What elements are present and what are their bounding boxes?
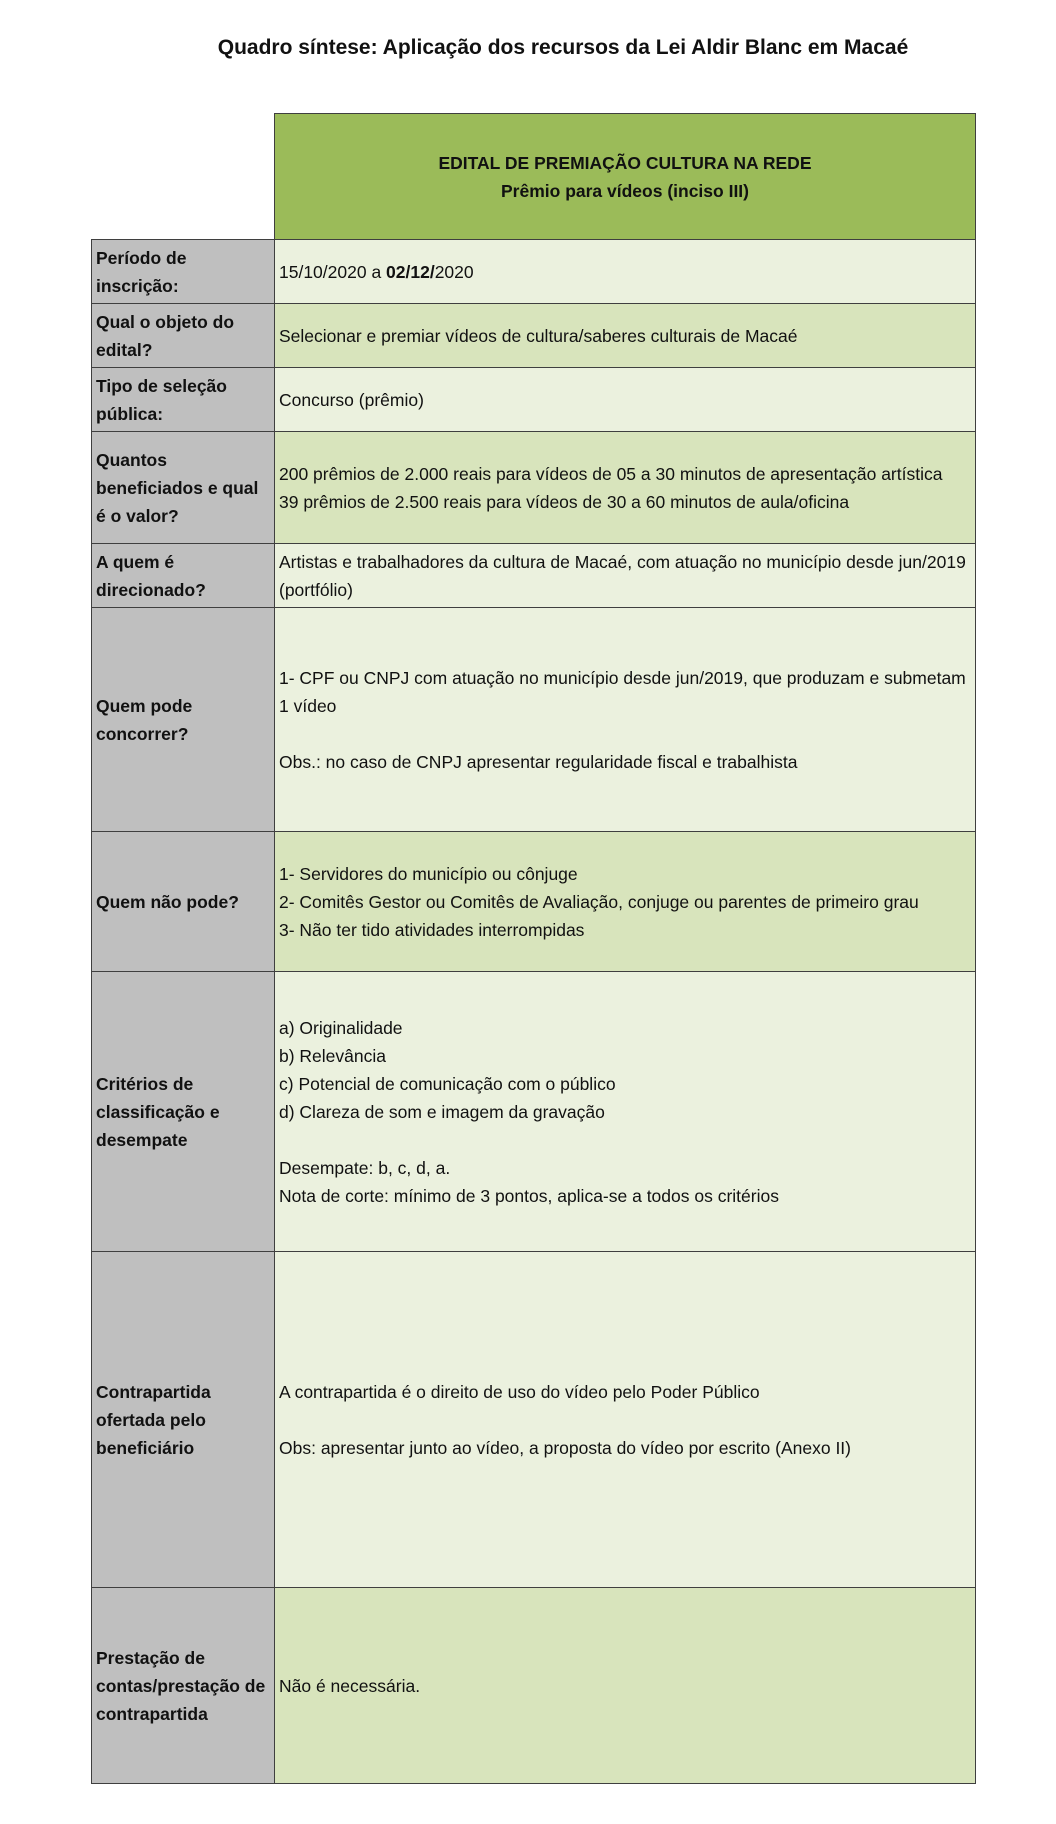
table-row — [92, 972, 976, 1252]
table-row — [92, 608, 976, 832]
row-label: Quantos beneficiados e qual é o valor? — [92, 432, 275, 544]
value-line: A contrapartida é o direito de uso do vídeo pelo Poder Público — [279, 1381, 760, 1402]
row-value — [275, 832, 976, 972]
value-line: 3- Não ter tido atividades interrompidas — [279, 919, 585, 940]
value-gap — [279, 720, 971, 748]
value-line: b) Relevância — [279, 1045, 386, 1066]
value-line: Nota de corte: mínimo de 3 pontos, aplica-se a todos os critérios — [279, 1185, 779, 1206]
value-line: Obs.: no caso de CNPJ apresentar regularidade fiscal e trabalhista — [279, 751, 798, 772]
row-label: Quem pode concorrer? — [92, 608, 275, 832]
period-end-year: 2020 — [434, 261, 474, 282]
table-row — [92, 432, 976, 544]
table-row — [92, 240, 976, 304]
row-label: Quem não pode? — [92, 832, 275, 972]
value-gap — [279, 1126, 971, 1154]
row-value — [275, 304, 976, 368]
blank-corner-cell — [92, 114, 275, 240]
value-line: 1- Servidores do município ou cônjuge — [279, 863, 578, 884]
period-start: 15/10/2020 a — [279, 261, 387, 282]
row-value — [275, 608, 976, 832]
value-line: d) Clareza de som e imagem da gravação — [279, 1101, 605, 1122]
table-row — [92, 832, 976, 972]
summary-table — [91, 113, 976, 1784]
row-value — [275, 972, 976, 1252]
value-line: c) Potencial de comunicação com o público — [279, 1073, 616, 1094]
row-label: Prestação de contas/prestação de contrapartida — [92, 1588, 275, 1784]
value-gap — [279, 1406, 971, 1434]
edital-title: EDITAL DE PREMIAÇÃO CULTURA NA REDE — [438, 152, 812, 173]
table-row — [92, 304, 976, 368]
value-line: a) Originalidade — [279, 1017, 403, 1038]
document-title: Quadro síntese: Aplicação dos recursos da Lei Aldir Blanc em Macaé — [217, 36, 909, 59]
table-row — [92, 1588, 976, 1784]
row-value — [275, 544, 976, 608]
row-value — [275, 368, 976, 432]
edital-subtitle: Prêmio para vídeos (inciso III) — [501, 180, 749, 201]
value-line: 2- Comitês Gestor ou Comitês de Avaliação, conjuge ou parentes de primeiro grau — [279, 891, 919, 912]
value-line: Concurso (prêmio) — [279, 389, 424, 410]
row-value — [275, 1588, 976, 1784]
row-label: A quem é direcionado? — [92, 544, 275, 608]
period-end-bold: 02/12/ — [386, 261, 435, 282]
value-line: Não é necessária. — [279, 1675, 421, 1696]
table-row — [92, 544, 976, 608]
row-value — [275, 1252, 976, 1588]
row-label: Tipo de seleção pública: — [92, 368, 275, 432]
row-label: Contrapartida ofertada pelo beneficiário — [92, 1252, 275, 1588]
period-value — [275, 240, 976, 304]
value-line: 39 prêmios de 2.500 reais para vídeos de 30 a 60 minutos de aula/oficina — [279, 491, 850, 512]
table-row — [92, 1252, 976, 1588]
value-line: Artistas e trabalhadores da cultura de Macaé, com atuação no município desde jun/2019 (portfólio) — [279, 551, 966, 600]
value-line: Obs: apresentar junto ao vídeo, a proposta do vídeo por escrito (Anexo II) — [279, 1437, 851, 1458]
row-label: Qual o objeto do edital? — [92, 304, 275, 368]
row-label: Critérios de classificação e desempate — [92, 972, 275, 1252]
value-line: Desempate: b, c, d, a. — [279, 1157, 451, 1178]
value-line: Selecionar e premiar vídeos de cultura/saberes culturais de Macaé — [279, 325, 798, 346]
value-line: 1- CPF ou CNPJ com atuação no município desde jun/2019, que produzam e submetam 1 vídeo — [279, 667, 966, 716]
row-value — [275, 432, 976, 544]
header-row — [92, 114, 976, 240]
table-row — [92, 368, 976, 432]
row-label: Período de inscrição: — [92, 240, 275, 304]
value-line: 200 prêmios de 2.000 reais para vídeos de 05 a 30 minutos de apresentação artística — [279, 463, 943, 484]
edital-header — [275, 114, 976, 240]
